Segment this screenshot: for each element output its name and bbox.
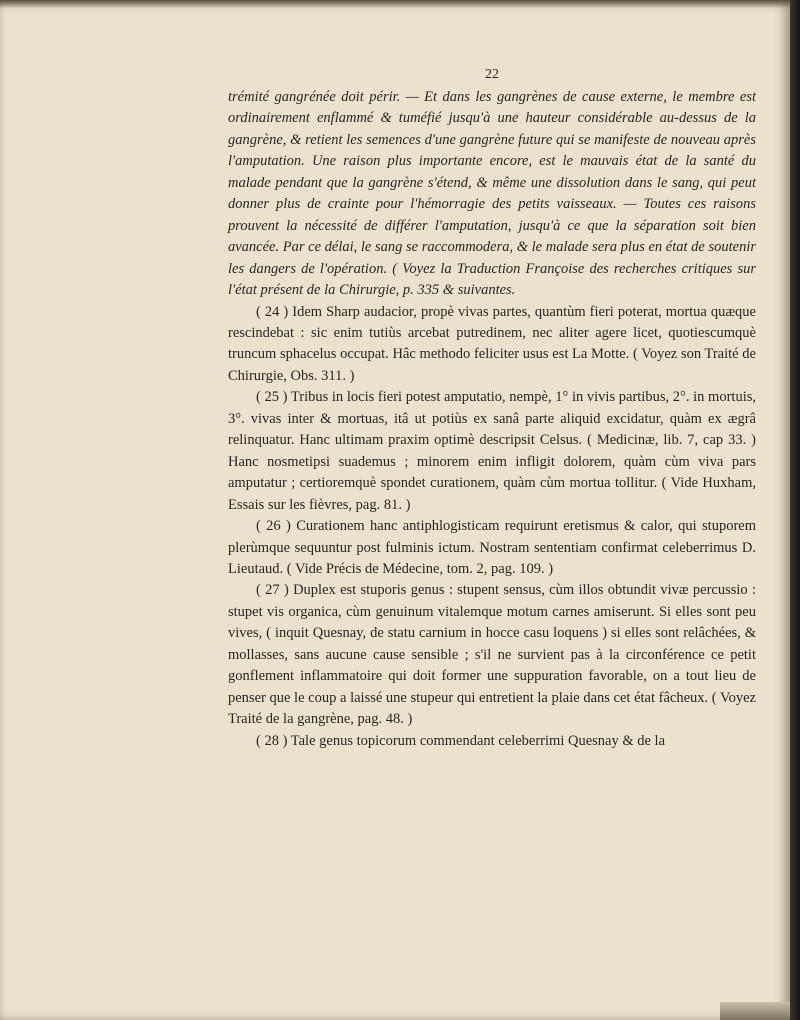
page-number: 22 xyxy=(485,67,499,82)
note-25: ( 25 ) Tribus in locis fieri potest amputatio, nempè, 1° in vivis partibus, 2°. in mortuis, 3°. vivas inter & mortuas, itâ ut potiùs ex sanâ parte aliquid excidatur, quàm ex ægrâ relinquatur. Hanc ultimam praxim optimè descripsit Celsus. ( Medicinæ, lib. 7, cap 33. ) Hanc nosmetipsi suademus ; minorem enim infligit dolorem, quàm cùm viva pars amputatur ; certioremquè spondet curationem, quàm cùm mortua tollitur. ( Vide Huxham, Essais sur les fièvres, pag. 81. ) xyxy=(228,389,756,513)
note-26: ( 26 ) Curationem hanc antiphlogisticam requirunt eretismus & calor, qui stuporem plerùmque sequuntur post fulminis ictum. Nostram sententiam confirmat celeberrimus D. Lieutaud. ( Vide Précis de Médecine, tom. 2, pag. 109. ) xyxy=(228,518,756,577)
text-block xyxy=(228,66,756,752)
paragraph-continuation: trémité gangrénée doit périr. — Et dans les gangrènes de cause externe, le membre est ordinairement enflammé & tuméfié jusqu'à une hauteur considérable au-dessus de la gangrène, & retient les semences d'une gangrène future qui se manifeste de nouveau après l'amputation. Une raison plus importante encore, est le mauvais état de la santé du malade pendant que la gangrène s'étend, & même une dissolution dans le sang, qui peut donner plus de crainte pour l'hémorragie des petits vaisseaux. — Toutes ces raisons prouvent la nécessité de différer l'amputation, jusqu'à ce que la séparation soit bien avancée. Par ce délai, le sang se raccommodera, & le malade sera plus en état de soutenir les dangers de l'opération. ( Voyez la Traduction Françoise des recherches critiques sur l'état présent de la Chirurgie, p. 335 & suivantes. xyxy=(228,89,756,299)
page-corner-tab xyxy=(720,1002,790,1020)
book-spine-edge xyxy=(790,0,800,1020)
note-24: ( 24 ) Idem Sharp audacior, propè vivas partes, quantùm fieri poterat, mortua quæque rescindebat : sic enim tutiùs arcebat putredinem, nec aliter agere licet, quotiescumquè truncum sphacelus occupat. Hâc methodo feliciter usus est La Motte. ( Voyez son Traité de Chirurgie, Obs. 311. ) xyxy=(228,303,756,384)
page-top-shadow xyxy=(0,0,790,8)
note-27: ( 27 ) Duplex est stuporis genus : stupent sensus, cùm illos obtundit vivæ percussio : stupet vis organica, cùm genuinum vitalemque motum carnes amiserunt. Si elles sont peu vives, ( inquit Quesnay, de statu carnium in hocce casu loquens ) si elles sont relâchées, & mollasses, sans aucune cause sensible ; s'il ne survient pas à la circonférence ce petit gonflement inflammatoire qui doit former une suppuration favorable, on a tout lieu de penser que le coup a laissé une stupeur qui entretient la plaie dans cet état fâcheux. ( Voyez Traité de la gangrène, pag. 48. ) xyxy=(228,582,756,728)
note-28: ( 28 ) Tale genus topicorum commendant celeberrimi Quesnay & de la xyxy=(256,732,666,749)
